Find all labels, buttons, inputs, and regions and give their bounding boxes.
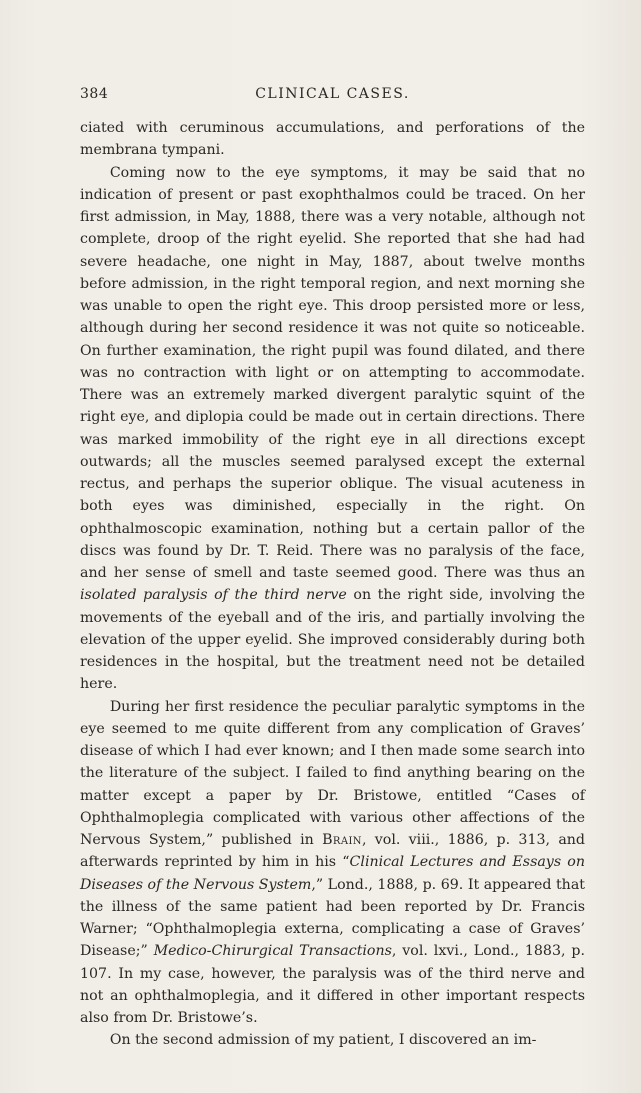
journal-name-smallcaps: Brain: [322, 832, 362, 848]
text-segment: , vol. viii., 1886, p. 313, and afterwards reprinted by him in his “: [80, 832, 586, 871]
text-segment: , vol. lxvi., Lond., 1883, p. 107. In my case, however, the paralysis was of the third nerve and not an ophthalmoplegia, and it differed in other important respects also from Dr. Bristowe’s.: [80, 943, 585, 1026]
italic-phrase: isolated paralysis of the third nerve: [80, 587, 347, 604]
page-header: [80, 86, 585, 108]
running-head: CLINICAL CASES.: [255, 86, 410, 102]
italic-journal-title: Medico-Chirurgical Transactions: [153, 943, 392, 960]
text-segment: ciated with ceruminous accumulations, and perforations of the membrana tympani.: [80, 120, 585, 159]
text-segment: on the right side, involving the movements of the eyeball and of the iris, and partially involving the elevation of the upper eyelid. She improved considerably during both residences in the hospital, but the treatment need not be detailed here.: [80, 587, 585, 693]
page-number: 384: [80, 86, 109, 102]
paragraph-eye-symptoms: [80, 162, 585, 696]
text-segment: On the second admission of my patient, I discovered an im-: [109, 1032, 537, 1049]
body-text: [80, 117, 585, 1052]
italic-book-title: Clinical Lectures and Essays on Diseases of the Nervous System: [80, 854, 585, 893]
paragraph-continuation: [80, 117, 585, 162]
paragraph-literature: [80, 696, 585, 1030]
text-segment: During her first residence the peculiar paralytic symptoms in the eye seemed to me quite different from any complication of Graves’ disease of which I had ever known; and I then made some search into the literature of the subject. I failed to find anything bearing on the matter except a paper by Dr. Bristowe, entitled “Cases of Ophthalmoplegia complicated with various other affections of the Nervous System,” published in: [80, 698, 585, 848]
text-segment: Coming now to the eye symptoms, it may be said that no indication of present or past exophthalmos could be traced. On her first admission, in May, 1888, there was a very notable, although not complete, droop of the right eyelid. She reported that she had had severe headache, one night in May, 1887, about twelve months before admission, in the right temporal region, and next morning she was unable to open the right eye. This droop persisted more or less, although during her second residence it was not quite so noticeable. On further examination, the right pupil was found dilated, and there was no contraction with light or on attempting to accommodate. There was an extremely marked divergent paralytic squint of the right eye, and diplopia could be made out in certain directions. There was marked immobility of the right eye in all directions except outwards; all the muscles seemed paralysed except the external rectus, and perhaps the superior oblique. The visual acuteness in both eyes was diminished, especially in the right. On ophthalmoscopic examination, nothing but a certain pallor of the discs was found by Dr. T. Reid. There was no paralysis of the face, and her sense of smell and taste seemed good. There was thus an: [80, 164, 585, 581]
paragraph-second-admission: [80, 1029, 585, 1051]
text-segment: ,” Lond., 1888, p. 69. It appeared that the illness of the same patient had been reported by Dr. Francis Warner; “Ophthalmoplegia externa, complicating a case of Graves’ Disease;”: [80, 876, 585, 960]
